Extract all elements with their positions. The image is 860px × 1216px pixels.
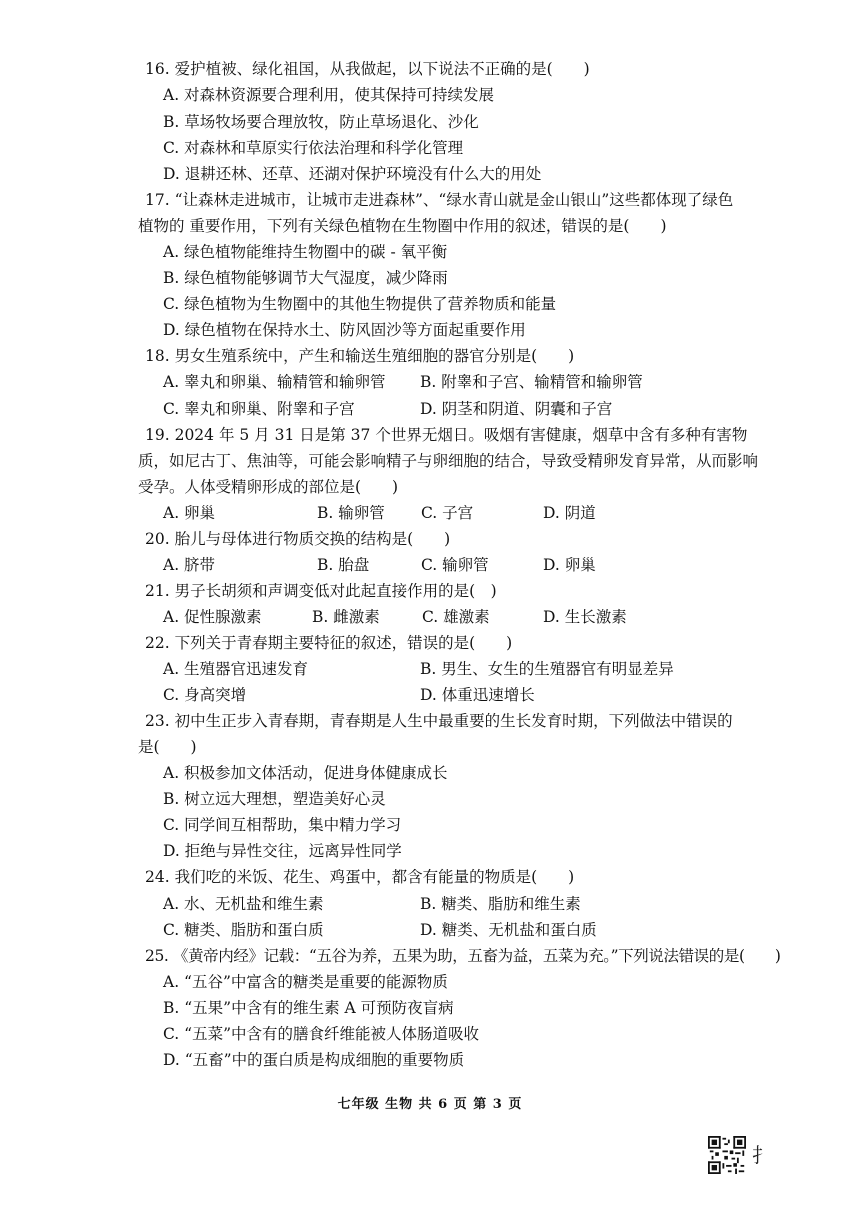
q21-option-a: A. 促性腺激素 [163,608,262,626]
q24-option-d: D. 糖类、无机盐和蛋白质 [420,921,597,939]
q22-option-b: B. 男生、女生的生殖器官有明显差异 [420,660,674,678]
q16-option-b: B. 草场牧场要合理放牧，防止草场退化、沙化 [163,113,479,131]
q19-option-a: A. 卵巢 [163,504,216,522]
q25-option-b: B. “五果”中含有的维生素 A 可预防夜盲病 [163,999,454,1017]
q18-stem: 18. 男女生殖系统中，产生和输送生殖细胞的器官分别是( ) [145,347,575,365]
q22-option-c: C. 身高突增 [163,686,247,704]
q23-option-b: B. 树立远大理想，塑造美好心灵 [163,790,386,808]
q22-option-d: D. 体重迅速增长 [420,686,535,704]
q19-option-d: D. 阴道 [543,504,596,522]
q23-stem-line2: 是( ) [138,738,197,756]
q16-option-d: D. 退耕还林、还草、还湖对保护环境没有什么大的用处 [163,165,542,183]
q25-stem: 25. 《黄帝内经》记载：“五谷为养，五果为助，五畜为益，五菜为充。”下列说法错误的是( ) [145,947,781,965]
q20-option-d: D. 卵巢 [543,556,596,574]
q17-option-b: B. 绿色植物能够调节大气湿度，减少降雨 [163,269,448,287]
qr-code-icon [708,1136,746,1174]
q16-stem: 16. 爱护植被、绿化祖国，从我做起，以下说法不正确的是( ) [145,60,590,78]
q16-option-a: A. 对森林资源要合理利用，使其保持可持续发展 [163,86,495,104]
q24-option-b: B. 糖类、脂肪和维生素 [420,895,581,913]
q20-stem: 20. 胎儿与母体进行物质交换的结构是( ) [145,530,451,548]
q17-stem-line1: 17. “让森林走进城市，让城市走进森林”、“绿水青山就是金山银山”这些都体现了绿色 [145,191,734,209]
q18-option-c: C. 睾丸和卵巢、附睾和子宫 [163,400,355,418]
page-footer: 七年级 生物 共 6 页 第 3 页 [337,1097,523,1112]
q25-option-d: D. “五畜”中的蛋白质是构成细胞的重要物质 [163,1051,465,1069]
q23-option-d: D. 拒绝与异性交往，远离异性同学 [163,842,402,860]
q19-stem-line3: 受孕。人体受精卵形成的部位是( ) [138,478,399,496]
q20-option-c: C. 输卵管 [421,556,489,574]
q16-option-c: C. 对森林和草原实行依法治理和科学化管理 [163,139,464,157]
q24-stem: 24. 我们吃的米饭、花生、鸡蛋中，都含有能量的物质是( ) [145,868,575,886]
q19-stem-line1: 19. 2024 年 5 月 31 日是第 37 个世界无烟日。吸烟有害健康，烟草中含有多种有害物 [145,426,748,444]
q25-option-c: C. “五菜”中含有的膳食纤维能被人体肠道吸收 [163,1025,480,1043]
q23-stem-line1: 23. 初中生正步入青春期，青春期是人生中最重要的生长发育时期，下列做法中错误的 [145,712,733,730]
q17-option-c: C. 绿色植物为生物圈中的其他生物提供了营养物质和能量 [163,295,557,313]
q18-option-b: B. 附睾和子宫、输精管和输卵管 [420,373,643,391]
q19-option-c: C. 子宫 [421,504,474,522]
q20-option-a: A. 脐带 [163,556,216,574]
q17-option-d: D. 绿色植物在保持水土、防风固沙等方面起重要作用 [163,321,526,339]
q20-option-b: B. 胎盘 [317,556,370,574]
q22-option-a: A. 生殖器官迅速发育 [163,660,309,678]
q21-stem: 21. 男子长胡须和声调变低对此起直接作用的是( ) [145,582,497,600]
scan-label: 扌 [752,1143,772,1167]
q18-option-a: A. 睾丸和卵巢、输精管和输卵管 [163,373,386,391]
q24-option-a: A. 水、无机盐和维生素 [163,895,324,913]
q23-option-c: C. 同学间互相帮助，集中精力学习 [163,816,402,834]
q19-option-b: B. 输卵管 [317,504,385,522]
q22-stem: 22. 下列关于青春期主要特征的叙述，错误的是( ) [145,634,513,652]
q24-option-c: C. 糖类、脂肪和蛋白质 [163,921,324,939]
q25-option-a: A. “五谷”中富含的糖类是重要的能源物质 [163,973,448,991]
q23-option-a: A. 积极参加文体活动，促进身体健康成长 [163,764,448,782]
q17-option-a: A. 绿色植物能维持生物圈中的碳 - 氧平衡 [163,243,448,261]
q17-stem-line2: 植物的 重要作用，下列有关绿色植物在生物圈中作用的叙述，错误的是( ) [138,217,667,235]
q18-option-d: D. 阴茎和阴道、阴囊和子宫 [420,400,613,418]
q21-option-b: B. 雌激素 [312,608,380,626]
q21-option-d: D. 生长激素 [543,608,627,626]
q19-stem-line2: 质，如尼古丁、焦油等，可能会影响精子与卵细胞的结合，导致受精卵发育异常，从而影响 [138,452,759,470]
q21-option-c: C. 雄激素 [422,608,490,626]
